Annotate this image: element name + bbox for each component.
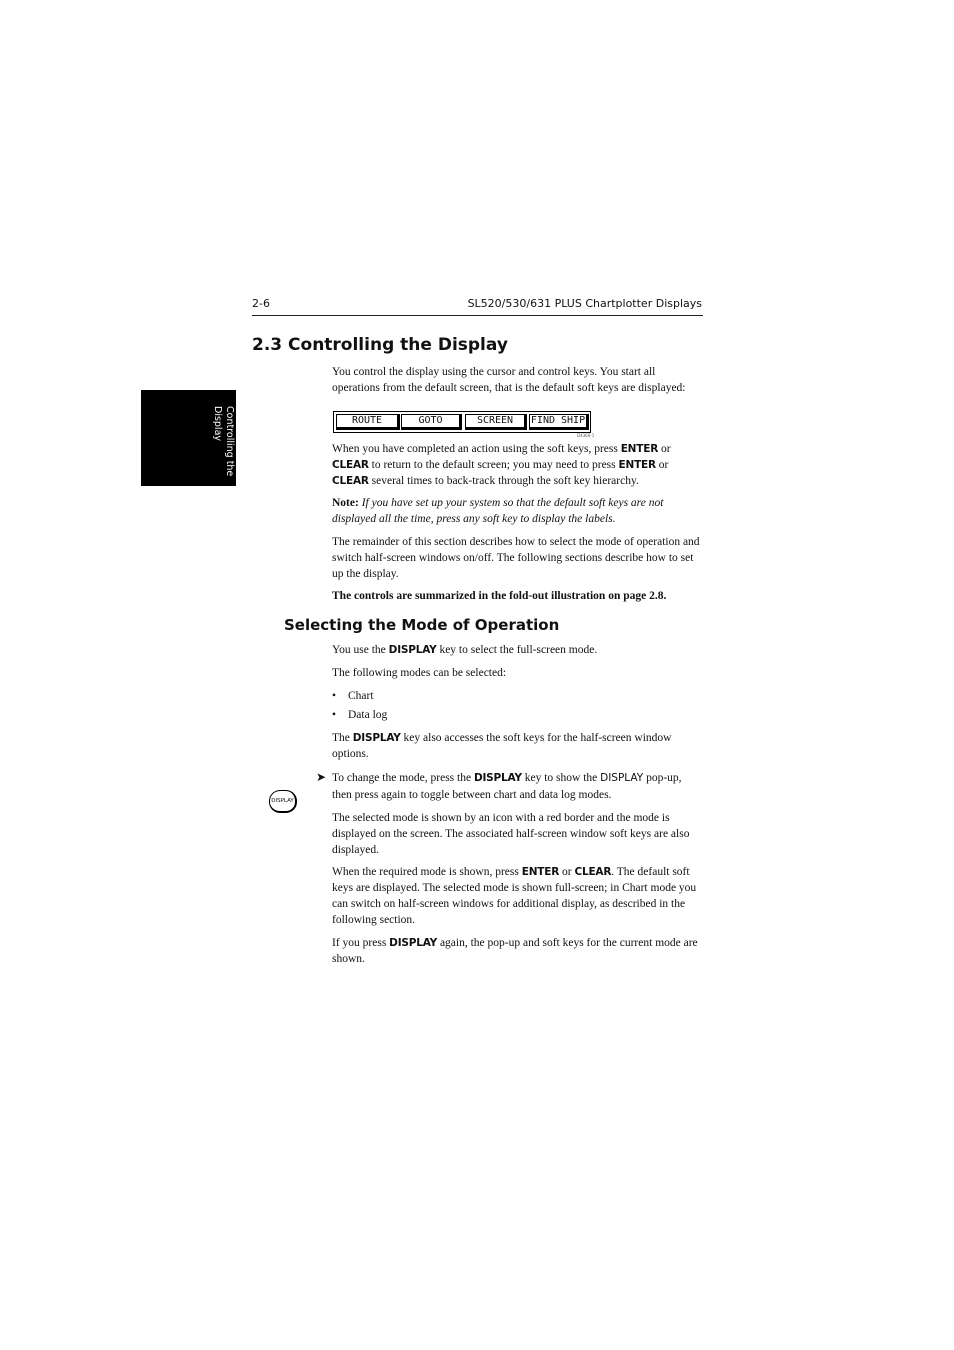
note-paragraph <box>332 495 704 527</box>
text: key to show the <box>521 772 601 784</box>
step-arrow-icon: ➤ <box>316 770 327 784</box>
clear-key-label: CLEAR <box>332 459 369 471</box>
bullet: • <box>332 709 337 721</box>
display-key-icon: DISPLAY <box>269 790 297 813</box>
display-also-paragraph <box>332 730 704 762</box>
text: to return to the default screen; you may need to press <box>368 459 619 471</box>
display-popup-label: DISPLAY <box>600 772 644 784</box>
display-key-label: DISPLAY <box>388 644 437 656</box>
foldout-note: The controls are summarized in the fold-out illustration on page 2.8. <box>332 590 667 602</box>
clear-key-label: CLEAR <box>332 475 369 487</box>
page-number: 2-6 <box>252 297 270 310</box>
list-item <box>332 688 704 704</box>
mode-data-log: Data log <box>348 709 388 721</box>
side-tab-label: Controlling the Display <box>212 406 235 477</box>
enter-key-label: ENTER <box>521 866 560 878</box>
intro-paragraph: You control the display using the cursor and control keys. You start all operations from the default screen, that is the default soft keys are displayed: <box>332 366 686 394</box>
text: When the required mode is shown, press <box>332 866 522 878</box>
softkey-find-ship: FIND SHIP <box>529 414 589 430</box>
subsection-heading: Selecting the Mode of Operation <box>284 616 560 634</box>
display-key-label: DISPLAY <box>352 732 401 744</box>
text: You use the <box>332 644 389 656</box>
display-key-label: DISPLAY <box>473 772 522 784</box>
section-heading: 2.3 Controlling the Display <box>252 335 508 355</box>
text: or <box>658 443 671 455</box>
running-header-title: SL520/530/631 PLUS Chartplotter Displays <box>467 297 702 310</box>
softkey-screen: SCREEN <box>465 414 527 430</box>
note-label: Note: <box>332 497 359 509</box>
header-rule <box>252 315 703 316</box>
text: pop-up, then press again to toggle between chart and data log modes. <box>332 772 682 801</box>
default-softkey-bar <box>333 411 591 433</box>
figure-code: D4360-1 <box>577 433 595 438</box>
bullet: • <box>332 690 337 702</box>
text: again, the pop-up and soft keys for the current mode are shown. <box>332 937 698 965</box>
selected-mode-paragraph: The selected mode is shown by an icon with a red border and the mode is displayed on the screen. The associated half-screen window soft keys are also displayed. <box>332 812 690 856</box>
softkey-goto: GOTO <box>401 414 462 430</box>
return-default-paragraph <box>332 441 704 489</box>
text: The <box>332 732 353 744</box>
text: key also accesses the soft keys for the half-screen window options. <box>332 732 672 760</box>
text: When you have completed an action using the soft keys, press <box>332 443 621 455</box>
remainder-paragraph: The remainder of this section describes how to select the mode of operation and switch half-screen windows on/off. The following sections describe how to set up the display. <box>332 536 700 580</box>
note-text: If you have set up your system so that the default soft keys are not displayed all the time, press any soft key to display the labels. <box>332 497 664 525</box>
clear-key-label: CLEAR <box>574 866 612 878</box>
text: several times to back-track through the soft key hierarchy. <box>368 475 639 487</box>
text: key to select the full-screen mode. <box>436 644 598 656</box>
required-mode-paragraph <box>332 864 704 928</box>
display-key-label: DISPLAY <box>389 937 438 949</box>
enter-key-label: ENTER <box>620 443 659 455</box>
press-again-paragraph <box>332 935 704 967</box>
text: or <box>559 866 575 878</box>
chapter-side-tab <box>141 390 236 486</box>
text: To change the mode, press the <box>332 772 474 784</box>
text: . The default soft keys are displayed. The selected mode is shown full-screen; in Chart mode you can switch on half-screen windows for additional display, as described in the following section. <box>332 866 697 926</box>
text: If you press <box>332 937 390 949</box>
use-display-paragraph <box>332 642 704 658</box>
modes-intro: The following modes can be selected: <box>332 667 507 679</box>
enter-key-label: ENTER <box>618 459 656 471</box>
text: or <box>655 459 669 471</box>
mode-chart: Chart <box>348 690 374 702</box>
list-item <box>332 707 704 723</box>
softkey-route: ROUTE <box>336 414 400 430</box>
step-paragraph <box>332 770 704 804</box>
